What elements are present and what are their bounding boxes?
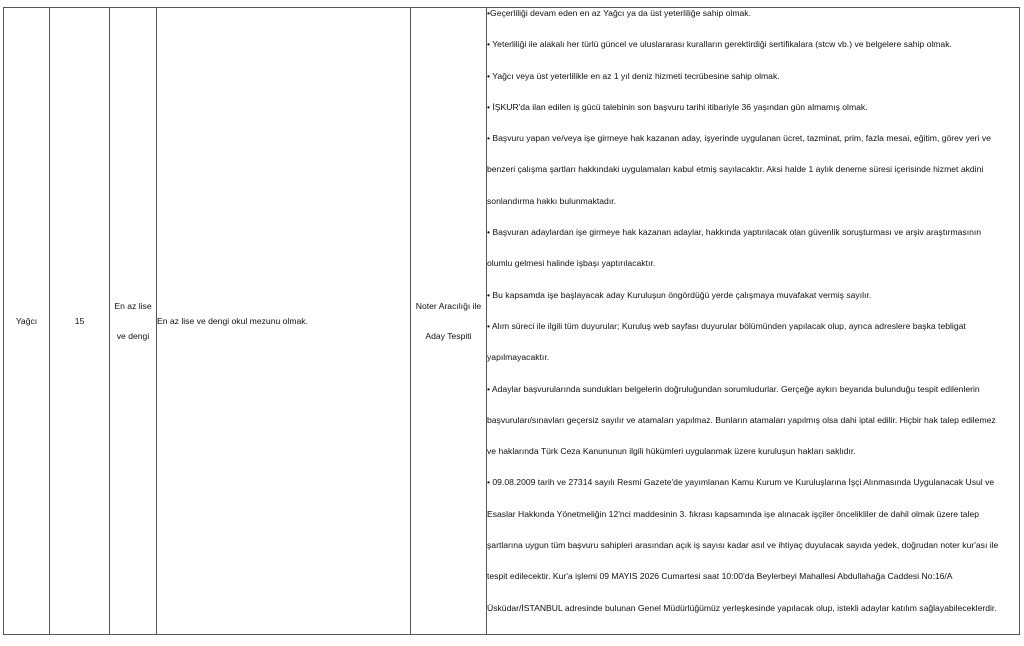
selection-method-line: Aday Tespiti <box>425 330 472 341</box>
requirement-line: sonlandırma hakkı bulunmaktadır. <box>487 195 616 206</box>
table-row <box>4 8 1020 635</box>
requirement-line: • Adaylar başvurularında sundukları belgelerin doğruluğundan sorumludurlar. Gerçeğe aykırı beyanda bulunduğu tespit edilenlerin <box>487 383 980 394</box>
selection-method-line: Noter Aracılığı ile <box>415 300 482 311</box>
selection-method <box>411 8 487 635</box>
requirement-line: başvuruları/sınavları geçersiz sayılır ve atamaları yapılmaz. Bunların atamaları yapılmış olsa dahi iptal edilir. Hiçbir hak talep edilemez <box>487 414 996 425</box>
requirement-line: •Geçerliliği devam eden en az Yağcı ya da üst yeterliliğe sahip olmak. <box>487 8 751 18</box>
position-title: Yağcı <box>4 8 50 635</box>
requirement-line: • 09.08.2009 tarih ve 27314 sayılı Resmi Gazete'de yayımlanan Kamu Kurum ve Kuruluşlarına İşçi Alınmasında Uygulanacak Usul ve <box>487 477 995 488</box>
requirement-line: yapılmayacaktır. <box>487 352 550 363</box>
education-short-line: ve dengi <box>116 330 150 341</box>
requirement-line: • Yeterliliği ile alakalı her türlü güncel ve uluslararası kuralların gerektirdiği sertifikalara (stcw vb.) ve belgelere sahip olmak. <box>487 39 952 50</box>
requirement-line: • Başvuran adaylardan işe girmeye hak kazanan adaylar, hakkında yaptırılacak olan güvenlik soruşturması ve arşiv araştırmasının <box>487 227 982 238</box>
job-listing-table <box>3 7 1020 635</box>
requirement-line: • Bu kapsamda işe başlayacak aday Kuruluşun öngördüğü yerde çalışmaya muvafakat vermiş sayılır. <box>487 289 872 300</box>
requirement-line: • Alım süreci ile ilgili tüm duyurular; Kuruluş web sayfası duyurular bölümünden yapılacak olup, ayrıca adreslere başka tebligat <box>487 320 966 331</box>
education-short-line: En az lise <box>114 300 152 311</box>
requirement-line: • Başvuru yapan ve/veya işe girmeye hak kazanan aday, işyerinde uygulanan ücret, tazminat, prim, fazla mesai, eğitim, görev yeri ve <box>487 133 991 144</box>
education-requirement: En az lise ve dengi okul mezunu olmak. <box>157 8 411 635</box>
requirement-line: benzeri çalışma şartları hakkındaki uygulamaları kabul etmiş sayılacaktır. Aksi halde 1 aylık deneme süresi içerisinde hizmet akdini <box>487 164 984 175</box>
education-short <box>110 8 157 635</box>
requirement-line: Üsküdar/İSTANBUL adresinde bulunan Genel Müdürlüğümüz yerleşkesinde yapılacak olup, istekli adaylar katılım sağlayabileceklerdir. <box>487 602 997 613</box>
requirement-line: ve haklarında Türk Ceza Kanununun ilgili hükümleri uygulanmak üzere kuruluşun hakları saklıdır. <box>487 446 856 457</box>
requirement-line: şartlarına uygun tüm başvuru sahipleri arasından açık iş sayısı kadar asıl ve ihtiyaç duyulacak sayıda yedek, doğrudan noter kur'ası ile <box>487 540 999 551</box>
requirement-line: Esaslar Hakkında Yönetmeliğin 12'nci maddesinin 3. fıkrası kapsamında işe alınacak işçiler öncelikliler de dahil olmak üzere talep <box>487 508 980 519</box>
requirements-cell <box>487 8 1020 635</box>
requirement-line: • Yağcı veya üst yeterlilikle en az 1 yıl deniz hizmeti tecrübesine sahip olmak. <box>487 70 780 81</box>
requirement-line: tespit edilecektir. Kur'a işlemi 09 MAYIS 2026 Cumartesi saat 10:00'da Beylerbeyi Mahallesi Abdullahağa Caddesi No:16/A <box>487 571 953 582</box>
requirement-line: olumlu gelmesi halinde işbaşı yaptırılacaktır. <box>487 258 656 269</box>
requirement-line: • İŞKUR'da ilan edilen iş gücü talebinin son başvuru tarihi itibariyle 36 yaşından gün almamış olmak. <box>487 101 868 112</box>
position-count: 15 <box>50 8 110 635</box>
